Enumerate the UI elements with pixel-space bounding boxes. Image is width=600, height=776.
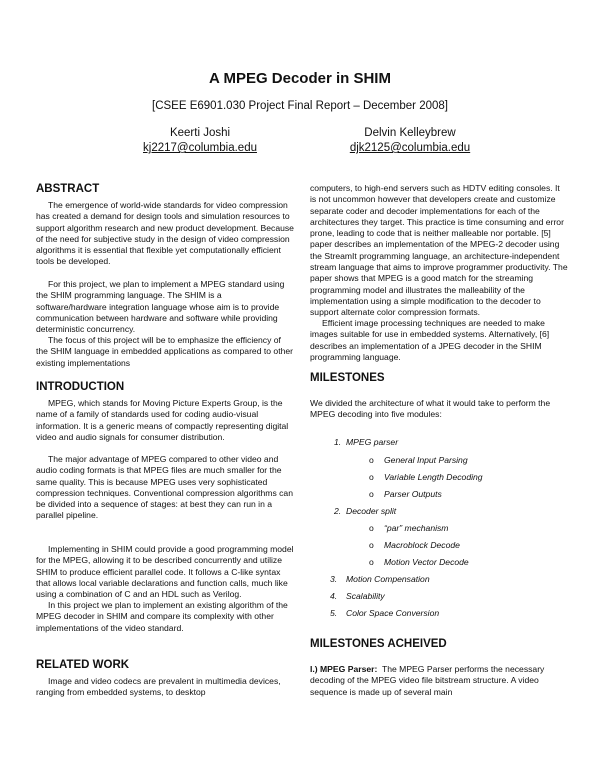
milestone-5-label: Color Space Conversion	[346, 608, 440, 618]
bullet-icon: o	[369, 455, 374, 465]
milestone-3-num: 3.	[330, 574, 338, 584]
abstract-heading: ABSTRACT	[36, 183, 100, 195]
paper-subtitle: [CSEE E6901.030 Project Final Report – December 2008]	[152, 100, 448, 112]
author-2-email[interactable]: djk2125@columbia.edu	[349, 142, 471, 154]
milestones-achieved-paragraph	[310, 664, 568, 698]
introduction-paragraph-1: MPEG, which stands for Moving Picture Experts Group, is the name of a family of standards used for coding audio-visual information. It is a generic means of compactly representing digital video and audio signals for consumer distribution.	[36, 398, 289, 442]
milestone-1-label: MPEG parser	[346, 437, 399, 447]
introduction-paragraph-4: In this project we plan to implement an existing algorithm of the MPEG decoder in SHIM and compare its complexity with other implementations of the video standard.	[36, 600, 288, 633]
milestone-2-sub-2: Macroblock Decode	[384, 540, 460, 550]
milestone-1-sub-1: General Input Parsing	[384, 455, 468, 465]
related-work-heading: RELATED WORK	[36, 659, 130, 671]
author-1-name: Keerti Joshi	[169, 127, 231, 139]
bullet-icon: o	[369, 472, 374, 482]
author-2	[330, 126, 490, 156]
milestone-2-label: Decoder split	[346, 506, 397, 516]
milestone-1-sub-3: Parser Outputs	[384, 489, 442, 499]
author-1-email[interactable]: kj2217@columbia.edu	[143, 142, 257, 154]
milestone-2-sub-3: Motion Vector Decode	[384, 557, 469, 567]
milestones-achieved-heading: MILESTONES ACHEIVED	[310, 638, 447, 650]
introduction-paragraph-3: Implementing in SHIM could provide a good programming model for the MPEG, allowing it to be described concurrently and utilize SHIM to produce efficient parallel code. It follows a C-like syntax that allows local variable declarations and function calls, much like using a combination of C and an HDL such as Verilog.	[36, 544, 294, 600]
introduction-paragraph-2: The major advantage of MPEG compared to other video and audio coding formats is that MPEG files are much smaller for the same quality. This is because MPEG uses very sophisticated compression techniques. Conventional compression algorithms can be divided into a sequence of stages: at best they can run in a parallel pipeline.	[36, 454, 293, 521]
milestone-4-num: 4.	[330, 591, 338, 601]
bullet-icon: o	[369, 489, 374, 499]
author-1	[120, 126, 280, 156]
related-work-paragraph-1: Image and video codecs are prevalent in multimedia devices, ranging from embedded systems, to desktop	[36, 676, 281, 698]
milestone-5-num: 5.	[330, 608, 338, 618]
related-work-continued-2: Efficient image processing techniques are needed to make images suitable for use in embedded systems. Alternatively, [6] describes an implementation of a JPEG decoder in the SHIM programming language.	[310, 318, 550, 362]
author-2-name: Delvin Kelleybrew	[364, 127, 456, 139]
bullet-icon: o	[369, 557, 374, 567]
milestone-4-label: Scalability	[346, 591, 385, 601]
milestones-intro: We divided the architecture of what it would take to perform the MPEG decoding into five modules:	[310, 398, 551, 420]
abstract-paragraph-1: The emergence of world-wide standards for video compression has created a demand for design tools and simulation resources to support algorithm research and new product development. Because of the need for subjective study in the design of video compression algorithms it is essential that flexible yet computationally efficient tools be developed.	[36, 200, 294, 267]
abstract-paragraph-2: For this project, we plan to implement a MPEG standard using the SHIM programming language. The SHIM is a software/hardware integration language whose aim is to provide communication between hardware and software while providing deterministic concurrency.	[36, 279, 285, 335]
bullet-icon: o	[369, 540, 374, 550]
paper-title: A MPEG Decoder in SHIM	[209, 70, 391, 87]
milestone-3-label: Motion Compensation	[346, 574, 430, 584]
milestones-heading: MILESTONES	[310, 372, 385, 384]
introduction-heading: INTRODUCTION	[36, 381, 125, 393]
related-work-continued: computers, to high-end servers such as HDTV editing consoles. It is not uncommon however that developers create and customize separate coder and decoder implementations for each of the architectures they target. This practice is time consuming and error prone, leading to code that is neither malleable nor portable. [5] paper describes an implementation of the MPEG-2 decoder using the StreamIt programming language, an architecture-independent stream language that aims to improve programmer productivity. The paper shows that MPEG is a good match for the streaming programming model and illustrates the malleability of the implementation using a simple modification to the decoder to support alternate color compression formats.	[310, 183, 568, 318]
milestone-2-num: 2.	[334, 506, 342, 516]
milestones-achieved-lead: I.) MPEG Parser:	[310, 664, 378, 674]
milestone-1-sub-2: Variable Length Decoding	[384, 472, 483, 482]
milestone-1-num: 1.	[334, 437, 342, 447]
milestones-achieved-text: The MPEG Parser performs the necessary decoding of the MPEG video file bitstream structure. A video sequence is made up of several main	[310, 664, 545, 697]
milestone-2-sub-1: “par” mechanism	[384, 523, 449, 533]
abstract-paragraph-3: The focus of this project will be to emphasize the efficiency of the SHIM language in embedded applications as compared to other existing implementations	[36, 335, 294, 368]
bullet-icon: o	[369, 523, 374, 533]
